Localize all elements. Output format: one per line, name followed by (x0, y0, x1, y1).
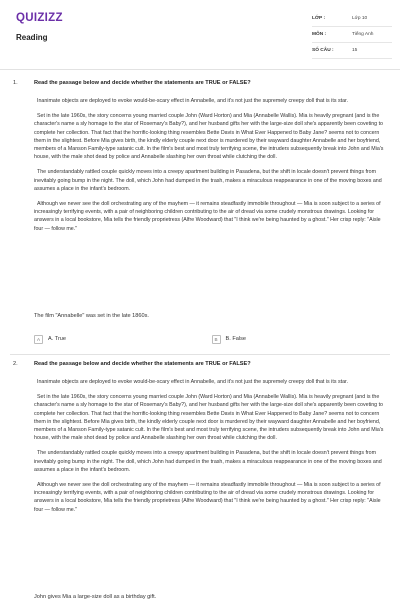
meta-row-count (312, 43, 392, 59)
worksheet-title: Reading (16, 33, 48, 42)
answer-options (34, 333, 389, 345)
option-label: B. False (225, 336, 247, 342)
meta-value: 15 (352, 48, 358, 53)
question-prompt: Read the passage below and decide whether the statements are TRUE or FALSE? (34, 80, 251, 86)
passage-paragraph: Inanimate objects are deployed to evoke would-be-scary effect in Annabelle, and it's not just the supremely creepy doll that is its star. (37, 379, 348, 385)
passage-paragraph: The understandably rattled couple quickly moves into a creepy apartment building in Pasadena, but the shift in locale doesn't prevent things from inevitably going bump in the night. The doll, which John had dumped in the trash, makes a miraculous reappearance in one of the moving boxes and assumes a place in the infant's bedroom. (34, 450, 382, 473)
quizizz-logo: QUIZIZZ (16, 12, 63, 24)
question-statement: The film "Annabelle" was set in the late 1860s. (34, 313, 149, 319)
passage-paragraph: The understandably rattled couple quickly moves into a creepy apartment building in Pasadena, but the shift in locale doesn't prevent things from inevitably going bump in the night. The doll, which John had dumped in the trash, makes a miraculous reappearance in one of the moving boxes and assumes a place in the infant's bedroom. (34, 169, 382, 192)
meta-row-class (312, 11, 392, 27)
worksheet-header (0, 0, 400, 70)
question-number: 2. (13, 361, 18, 367)
question-divider (10, 354, 390, 355)
meta-row-subject (312, 27, 392, 43)
option-false[interactable] (212, 333, 390, 345)
meta-value: Lớp 10 (352, 16, 368, 21)
option-letter-box: A (34, 335, 43, 344)
passage-paragraph: Set in the late 1960s, the story concerns young married couple John (Ward Horton) and Mia (Annabelle Wallis). Mia is heavily pregnant (and is the character's name a sly homage to the star of Rosemary's Baby?), and her husband gifts her with the large-size doll she's apparently been coveting to complete her collection. That fact that the horrific-looking thing resembles Bette Davis in What Ever Happened to Baby Jane? seems not to concern them in the slightest. Before Mia gives birth, the kindly elderly couple next door is murdered by their wayward daughter Annabelle and her boyfriend, members of a Manson Family-type satanic cult. In the film's best and most truly terrifying scene, the intruders subsequently break into John and Mia's house, with the male shot dead by police and Annabelle slashing her own throat while clutching the doll. (34, 113, 384, 161)
reading-passage (34, 97, 389, 240)
meta-value: Tiếng Anh (352, 32, 374, 37)
worksheet-meta (312, 11, 392, 59)
passage-paragraph: Although we never see the doll orchestrating any of the mayhem — it remains steadfastly immobile throughout — Mia is soon subject to a series of increasingly terrifying events, with a pair of neighboring children contributing to the air of dread via some crudely monstrous drawings. Looking for answers in a local bookstore, Mia tells the friendly proprietress (Alfre Woodward) that "I think we're being haunted by a ghost." Her crisp reply: "Aisle four — follow me." (34, 482, 381, 513)
option-label: A. True (48, 336, 67, 342)
meta-key: LỚP : (312, 16, 326, 21)
option-letter-box: B (212, 335, 221, 344)
passage-paragraph: Set in the late 1960s, the story concerns young married couple John (Ward Horton) and Mia (Annabelle Wallis). Mia is heavily pregnant (and is the character's name a sly homage to the star of Rosemary's Baby?), and her husband gifts her with the large-size doll she's apparently been coveting to complete her collection. That fact that the horrific-looking thing resembles Bette Davis in What Ever Happened to Baby Jane? seems not to concern them in the slightest. Before Mia gives birth, the kindly elderly couple next door is murdered by their wayward daughter Annabelle and her boyfriend, members of a Manson Family-type satanic cult. In the film's best and most truly terrifying scene, the intruders subsequently break into John and Mia's house, with the male shot dead by police and Annabelle slashing her own throat while clutching the doll. (34, 394, 384, 442)
question-statement: John gives Mia a large-size doll as a birthday gift. (34, 594, 157, 600)
passage-paragraph: Although we never see the doll orchestrating any of the mayhem — it remains steadfastly immobile throughout — Mia is soon subject to a series of increasingly terrifying events, with a pair of neighboring children contributing to the air of dread via some crudely monstrous drawings. Looking for answers in a local bookstore, Mia tells the friendly proprietress (Alfre Woodward) that "I think we're being haunted by a ghost." Her crisp reply: "Aisle four — follow me." (34, 201, 381, 232)
meta-key: SỐ CÂU : (312, 48, 334, 53)
question-prompt: Read the passage below and decide whether the statements are TRUE or FALSE? (34, 361, 251, 367)
passage-paragraph: Inanimate objects are deployed to evoke would-be-scary effect in Annabelle, and it's not just the supremely creepy doll that is its star. (37, 98, 348, 104)
option-true[interactable] (34, 333, 212, 345)
reading-passage (34, 378, 389, 521)
question-number: 1. (13, 80, 18, 86)
meta-key: MÔN : (312, 32, 327, 37)
